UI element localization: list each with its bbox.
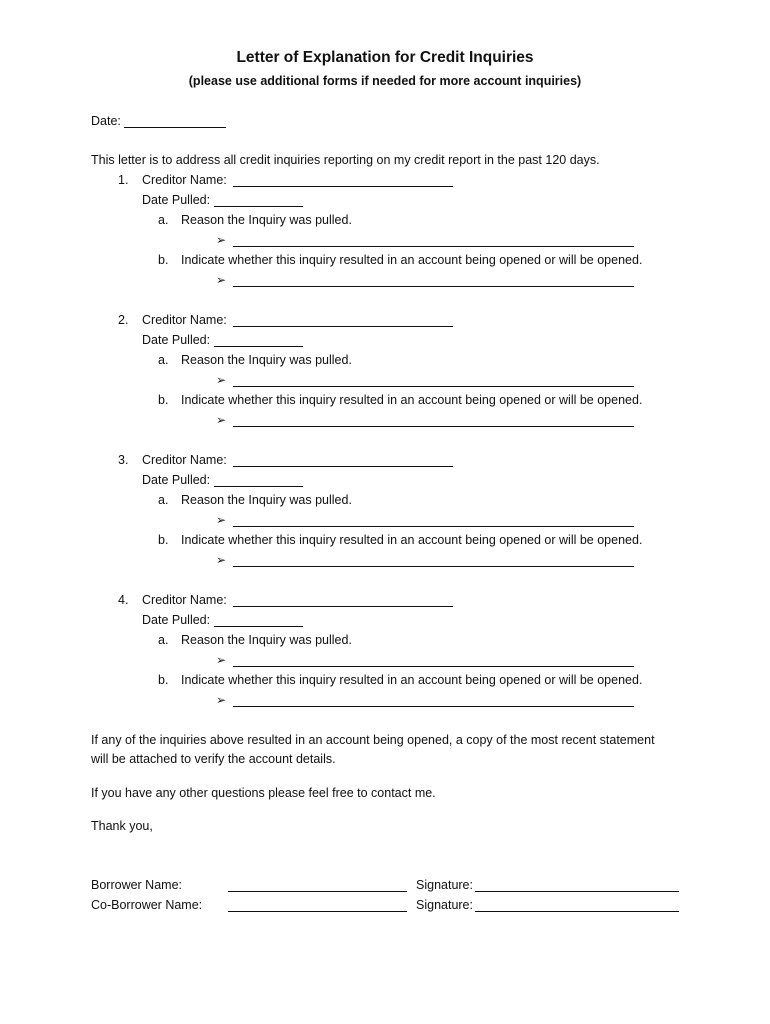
coborrower-signature-field[interactable]: [475, 911, 679, 912]
reason-label: Reason the Inquiry was pulled.: [181, 493, 352, 507]
inquiry-number: 3.: [118, 453, 129, 467]
reason-marker: a.: [158, 493, 169, 507]
account-opened-field[interactable]: [233, 566, 634, 567]
account-opened-field[interactable]: [233, 286, 634, 287]
inquiry-number: 4.: [118, 593, 129, 607]
reason-field[interactable]: [233, 386, 634, 387]
reason-marker: a.: [158, 633, 169, 647]
contact-text: If you have any other questions please feel free to contact me.: [91, 786, 436, 800]
account-opened-label: Indicate whether this inquiry resulted in an account being opened or will be opened.: [181, 673, 643, 687]
document-title: Letter of Explanation for Credit Inquiries: [236, 49, 534, 66]
account-opened-field[interactable]: [233, 426, 634, 427]
arrow-bullet-icon: ➢: [216, 373, 227, 387]
inquiry-number: 1.: [118, 173, 129, 187]
reason-field[interactable]: [233, 666, 634, 667]
arrow-bullet-icon: ➢: [216, 513, 227, 527]
coborrower-name-label: Co-Borrower Name:: [91, 898, 203, 912]
inquiry-number: 2.: [118, 313, 129, 327]
account-opened-marker: b.: [158, 253, 169, 267]
borrower-name-label: Borrower Name:: [91, 878, 182, 892]
thank-you-text: Thank you,: [91, 819, 153, 833]
creditor-name-field[interactable]: [233, 186, 453, 187]
reason-field[interactable]: [233, 246, 634, 247]
date-label: Date:: [91, 114, 121, 128]
reason-marker: a.: [158, 213, 169, 227]
creditor-name-field[interactable]: [233, 466, 453, 467]
statement-line-1: If any of the inquiries above resulted in an account being opened, a copy of the most recent statement: [91, 733, 655, 747]
date-pulled-label: Date Pulled:: [142, 473, 211, 487]
coborrower-signature-label: Signature:: [416, 898, 473, 912]
intro-text: This letter is to address all credit inquiries reporting on my credit report in the past 120 days.: [91, 153, 600, 167]
statement-line-2: will be attached to verify the account details.: [91, 752, 336, 766]
date-pulled-field[interactable]: [214, 486, 303, 487]
date-pulled-label: Date Pulled:: [142, 333, 211, 347]
reason-field[interactable]: [233, 526, 634, 527]
date-pulled-label: Date Pulled:: [142, 613, 211, 627]
account-opened-label: Indicate whether this inquiry resulted in an account being opened or will be opened.: [181, 253, 643, 267]
reason-label: Reason the Inquiry was pulled.: [181, 213, 352, 227]
reason-label: Reason the Inquiry was pulled.: [181, 353, 352, 367]
account-opened-field[interactable]: [233, 706, 634, 707]
coborrower-name-field[interactable]: [228, 911, 407, 912]
borrower-signature-label: Signature:: [416, 878, 473, 892]
account-opened-label: Indicate whether this inquiry resulted in an account being opened or will be opened.: [181, 393, 643, 407]
creditor-name-label: Creditor Name:: [142, 313, 227, 327]
creditor-name-field[interactable]: [233, 606, 453, 607]
arrow-bullet-icon: ➢: [216, 693, 227, 707]
reason-marker: a.: [158, 353, 169, 367]
borrower-name-field[interactable]: [228, 891, 407, 892]
account-opened-marker: b.: [158, 673, 169, 687]
date-pulled-field[interactable]: [214, 206, 303, 207]
arrow-bullet-icon: ➢: [216, 273, 227, 287]
creditor-name-label: Creditor Name:: [142, 593, 227, 607]
arrow-bullet-icon: ➢: [216, 653, 227, 667]
creditor-name-field[interactable]: [233, 326, 453, 327]
account-opened-marker: b.: [158, 533, 169, 547]
account-opened-marker: b.: [158, 393, 169, 407]
date-pulled-field[interactable]: [214, 346, 303, 347]
date-pulled-field[interactable]: [214, 626, 303, 627]
arrow-bullet-icon: ➢: [216, 553, 227, 567]
arrow-bullet-icon: ➢: [216, 413, 227, 427]
creditor-name-label: Creditor Name:: [142, 173, 227, 187]
reason-label: Reason the Inquiry was pulled.: [181, 633, 352, 647]
borrower-signature-field[interactable]: [475, 891, 679, 892]
document-subtitle: (please use additional forms if needed for more account inquiries): [188, 74, 582, 88]
account-opened-label: Indicate whether this inquiry resulted in an account being opened or will be opened.: [181, 533, 643, 547]
creditor-name-label: Creditor Name:: [142, 453, 227, 467]
arrow-bullet-icon: ➢: [216, 233, 227, 247]
date-field[interactable]: [124, 127, 226, 128]
date-pulled-label: Date Pulled:: [142, 193, 211, 207]
